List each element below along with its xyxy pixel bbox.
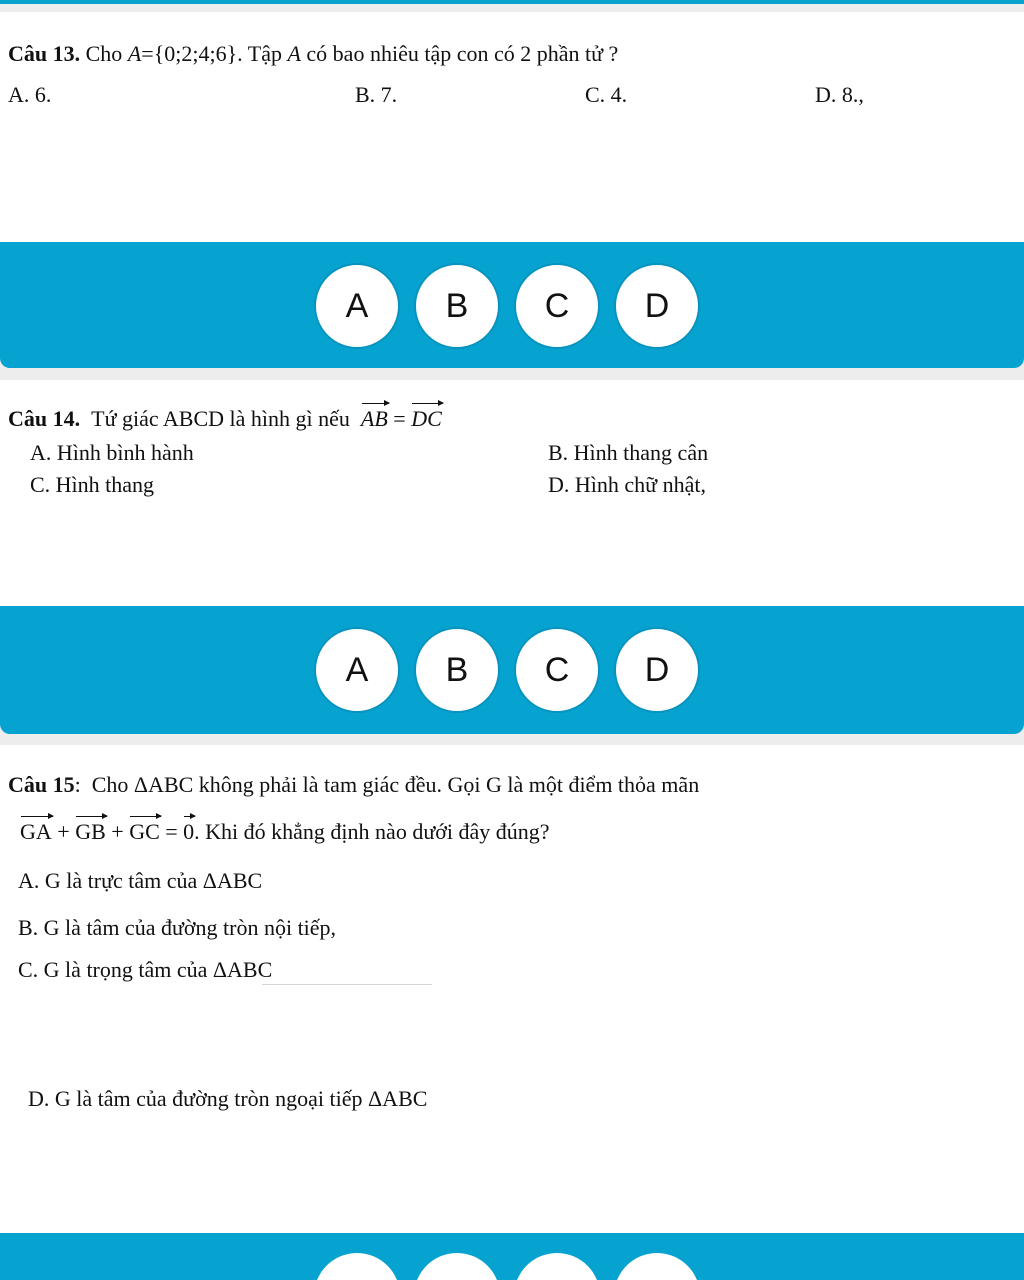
- answer-15-button-b-partial[interactable]: [414, 1253, 500, 1280]
- answer-13-button-a[interactable]: A: [314, 263, 400, 349]
- question-13-option-a: A. 6.: [8, 82, 52, 107]
- answer-15-button-d-partial[interactable]: [614, 1253, 700, 1280]
- answer-13-button-b[interactable]: B: [414, 263, 500, 349]
- answer-13-button-d[interactable]: D: [614, 263, 700, 349]
- answer-14-button-d[interactable]: D: [614, 627, 700, 713]
- question-14-option-c: C. Hình thang: [30, 472, 155, 497]
- question-13-label: Câu 13.: [8, 41, 81, 66]
- question-15-stem-line1: Câu 15: Cho ΔABC không phải là tam giác đều. Gọi G là một điểm thỏa mãn: [8, 772, 700, 797]
- question-13-option-b: B. 7.: [355, 82, 398, 107]
- question-13-option-d: D. 8.,: [815, 82, 864, 107]
- question-13-option-c: C. 4.: [585, 82, 628, 107]
- answer-bar-14: [0, 606, 1024, 734]
- question-card-14: [0, 380, 1024, 606]
- question-15-option-a: A. G là trực tâm của ΔABC: [18, 868, 263, 893]
- question-15-option-c: C. G là trọng tâm của ΔABC: [18, 957, 273, 982]
- question-15-option-d: D. G là tâm của đường tròn ngoại tiếp ΔABC: [28, 1086, 428, 1111]
- question-14-option-d: D. Hình chữ nhật,: [548, 472, 706, 497]
- question-14-stem: Câu 14. Tứ giác ABCD là hình gì nếu AB = DC: [8, 406, 442, 431]
- answer-14-button-a[interactable]: A: [314, 627, 400, 713]
- answer-13-button-c[interactable]: C: [514, 263, 600, 349]
- question-card-13: [0, 12, 1024, 242]
- question-14-option-b: B. Hình thang cân: [548, 440, 709, 465]
- question-14-option-a: A. Hình bình hành: [30, 440, 194, 465]
- question-card-15: [0, 745, 1024, 1233]
- answer-15-button-a-partial[interactable]: [314, 1253, 400, 1280]
- answer-bar-15: [0, 1233, 1024, 1280]
- question-15-option-b: B. G là tâm của đường tròn nội tiếp,: [18, 915, 337, 940]
- question-15-stem-line2: GA + GB + GC = 0. Khi đó khẳng định nào dưới đây đúng?: [20, 819, 550, 844]
- top-accent-line: [0, 0, 1024, 4]
- answer-14-button-b[interactable]: B: [414, 627, 500, 713]
- question-13-stem: Câu 13. Cho A={0;2;4;6}. Tập A có bao nhiêu tập con có 2 phần tử ?: [8, 41, 619, 66]
- faint-divider: [262, 984, 432, 985]
- answer-14-button-c[interactable]: C: [514, 627, 600, 713]
- answer-15-button-c-partial[interactable]: [514, 1253, 600, 1280]
- question-15-label: Câu 15: [8, 772, 75, 797]
- answer-bar-13: [0, 242, 1024, 368]
- question-14-label: Câu 14.: [8, 406, 81, 431]
